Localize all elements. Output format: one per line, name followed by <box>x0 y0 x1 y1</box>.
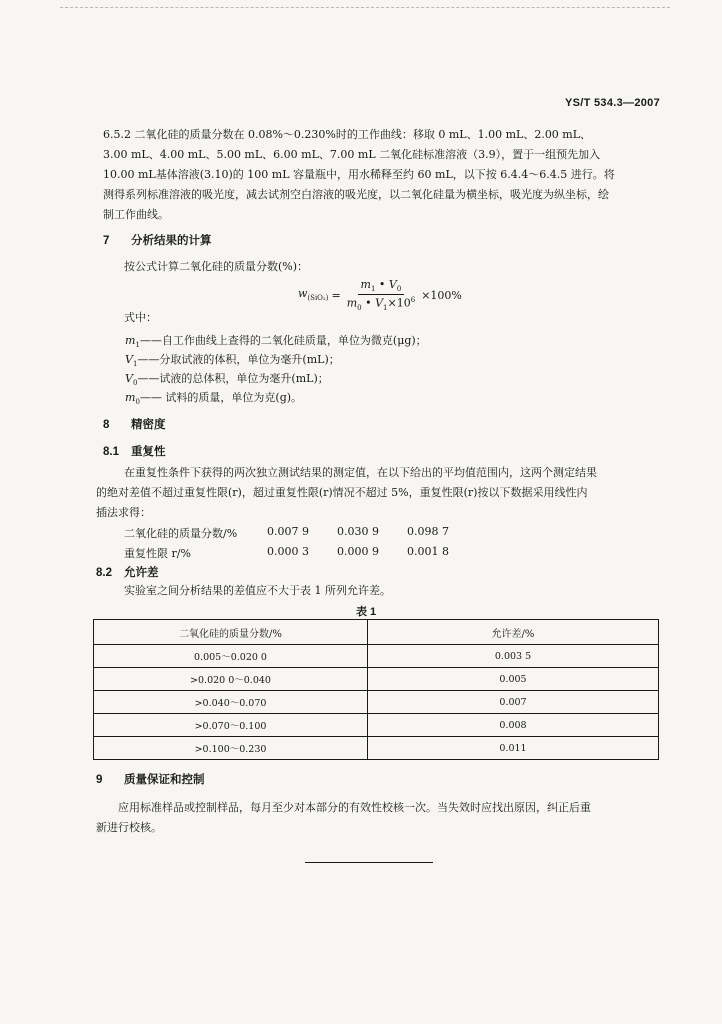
content-value: 0.098 7 <box>407 525 449 538</box>
section-8-number: 8 <box>103 419 110 431</box>
content-label: 二氧化硅的质量分数/% <box>124 527 238 540</box>
formula-intro: 按公式计算二氧化硅的质量分数(%)： <box>124 260 309 273</box>
standard-number: YS/T 534.3—2007 <box>564 97 660 109</box>
table-cell: 0.005 <box>368 668 659 691</box>
section-6-5-2-line-2: 3.00 mL、4.00 mL、5.00 mL、6.00 mL、7.00 mL 二氧化硅标准溶液（3.9），置于一组预先加入 <box>103 148 601 161</box>
section-8-1-line-3: 插法求得： <box>96 506 151 519</box>
section-9-heading <box>96 771 205 787</box>
table-row <box>94 668 659 691</box>
table-cell: >0.040～0.070 <box>94 691 368 714</box>
limit-value: 0.000 9 <box>337 545 379 558</box>
content-value: 0.007 9 <box>267 525 309 538</box>
var-v0: $V_0——$试液的总体积，单位为毫升(mL)； <box>125 372 329 388</box>
table-row <box>94 691 659 714</box>
formula-lhs: $w_{(SiO_2)}$ <box>298 287 329 303</box>
repeatability-row-content <box>124 525 477 541</box>
section-9-number: 9 <box>96 774 103 786</box>
table-header-row <box>94 620 659 645</box>
table-header-cell: 允许差/% <box>368 620 659 645</box>
table-row <box>94 714 659 737</box>
section-6-5-2-line-1: 6.5.2 二氧化硅的质量分数在 0.08%～0.230%时的工作曲线：移取 0 mL、1.00 mL、2.00 mL、 <box>103 128 592 141</box>
section-8-1-number: 8.1 <box>103 446 119 458</box>
table-1-title: 表 1 <box>356 606 377 618</box>
section-7-title: 分析结果的计算 <box>131 235 212 247</box>
table-row <box>94 737 659 760</box>
section-8-2-number: 8.2 <box>96 567 112 579</box>
section-8-2-heading <box>96 564 159 580</box>
section-8-1-title: 重复性 <box>131 446 166 458</box>
formula-denominator: $m_0$ • $V_1\times 10^6$ <box>346 296 416 313</box>
scan-top-edge <box>60 7 670 8</box>
table-1 <box>93 619 659 760</box>
var-m1: $m_1——$自工作曲线上查得的二氧化硅质量，单位为微克(μg)； <box>125 334 427 350</box>
content-value: 0.030 9 <box>337 525 379 538</box>
section-9-title: 质量保证和控制 <box>124 774 205 786</box>
table-header-cell: 二氧化硅的质量分数/% <box>94 620 368 645</box>
formula-numerator: $m_1$ • $V_0$ <box>358 278 405 295</box>
section-6-5-2-line-3: 10.00 mL基体溶液(3.10)的 100 mL 容量瓶中，用水稀释至约 60 mL，以下按 6.4.4～6.4.5 进行。将 <box>103 168 615 181</box>
section-8-1-heading <box>103 443 166 459</box>
section-7-heading <box>103 232 212 248</box>
section-7-number: 7 <box>103 235 110 247</box>
table-cell: >0.070～0.100 <box>94 714 368 737</box>
section-6-5-2-line-5: 制工作曲线。 <box>103 208 169 221</box>
table-cell: 0.005～0.020 0 <box>94 645 368 668</box>
section-8-title: 精密度 <box>131 419 166 431</box>
table-cell: >0.020 0～0.040 <box>94 668 368 691</box>
silica-formula <box>298 278 462 312</box>
table-cell: >0.100～0.230 <box>94 737 368 760</box>
limit-label: 重复性限 r/% <box>124 547 191 560</box>
end-rule <box>305 862 433 863</box>
formula-fraction <box>344 278 419 312</box>
table-row <box>94 645 659 668</box>
table-cell: 0.008 <box>368 714 659 737</box>
formula-equals: = <box>331 288 341 302</box>
limit-value: 0.001 8 <box>407 545 449 558</box>
where-label: 式中： <box>124 311 157 324</box>
table-cell: 0.003 5 <box>368 645 659 668</box>
section-8-heading <box>103 416 166 432</box>
section-8-2-title: 允许差 <box>124 567 159 579</box>
table-cell: 0.007 <box>368 691 659 714</box>
section-8-1-line-2: 的绝对差值不超过重复性限(r)，超过重复性限(r)情况不超过 5%，重复性限(r)按以下数据采用线性内 <box>96 486 588 499</box>
repeatability-row-limit <box>124 545 477 561</box>
section-9-line-1: 应用标准样品或控制样品，每月至少对本部分的有效性校核一次。当失效时应找出原因，纠正后重 <box>118 801 591 814</box>
var-m0: $m_0——$ 试料的质量，单位为克(g)。 <box>125 391 303 407</box>
limit-value: 0.000 3 <box>267 545 309 558</box>
section-8-1-line-1: 在重复性条件下获得的两次独立测试结果的测定值，在以下给出的平均值范围内，这两个测定结果 <box>124 466 597 479</box>
section-6-5-2-line-4: 测得系列标准溶液的吸光度，减去试剂空白溶液的吸光度，以二氧化硅量为横坐标，吸光度为纵坐标，绘 <box>103 188 609 201</box>
section-8-2-text: 实验室之间分析结果的差值应不大于表 1 所列允许差。 <box>124 584 391 597</box>
section-9-line-2: 新进行校核。 <box>96 821 162 834</box>
formula-tail: ×100% <box>421 288 462 302</box>
var-v1: $V_1——$分取试液的体积，单位为毫升(mL)； <box>125 353 340 369</box>
table-cell: 0.011 <box>368 737 659 760</box>
